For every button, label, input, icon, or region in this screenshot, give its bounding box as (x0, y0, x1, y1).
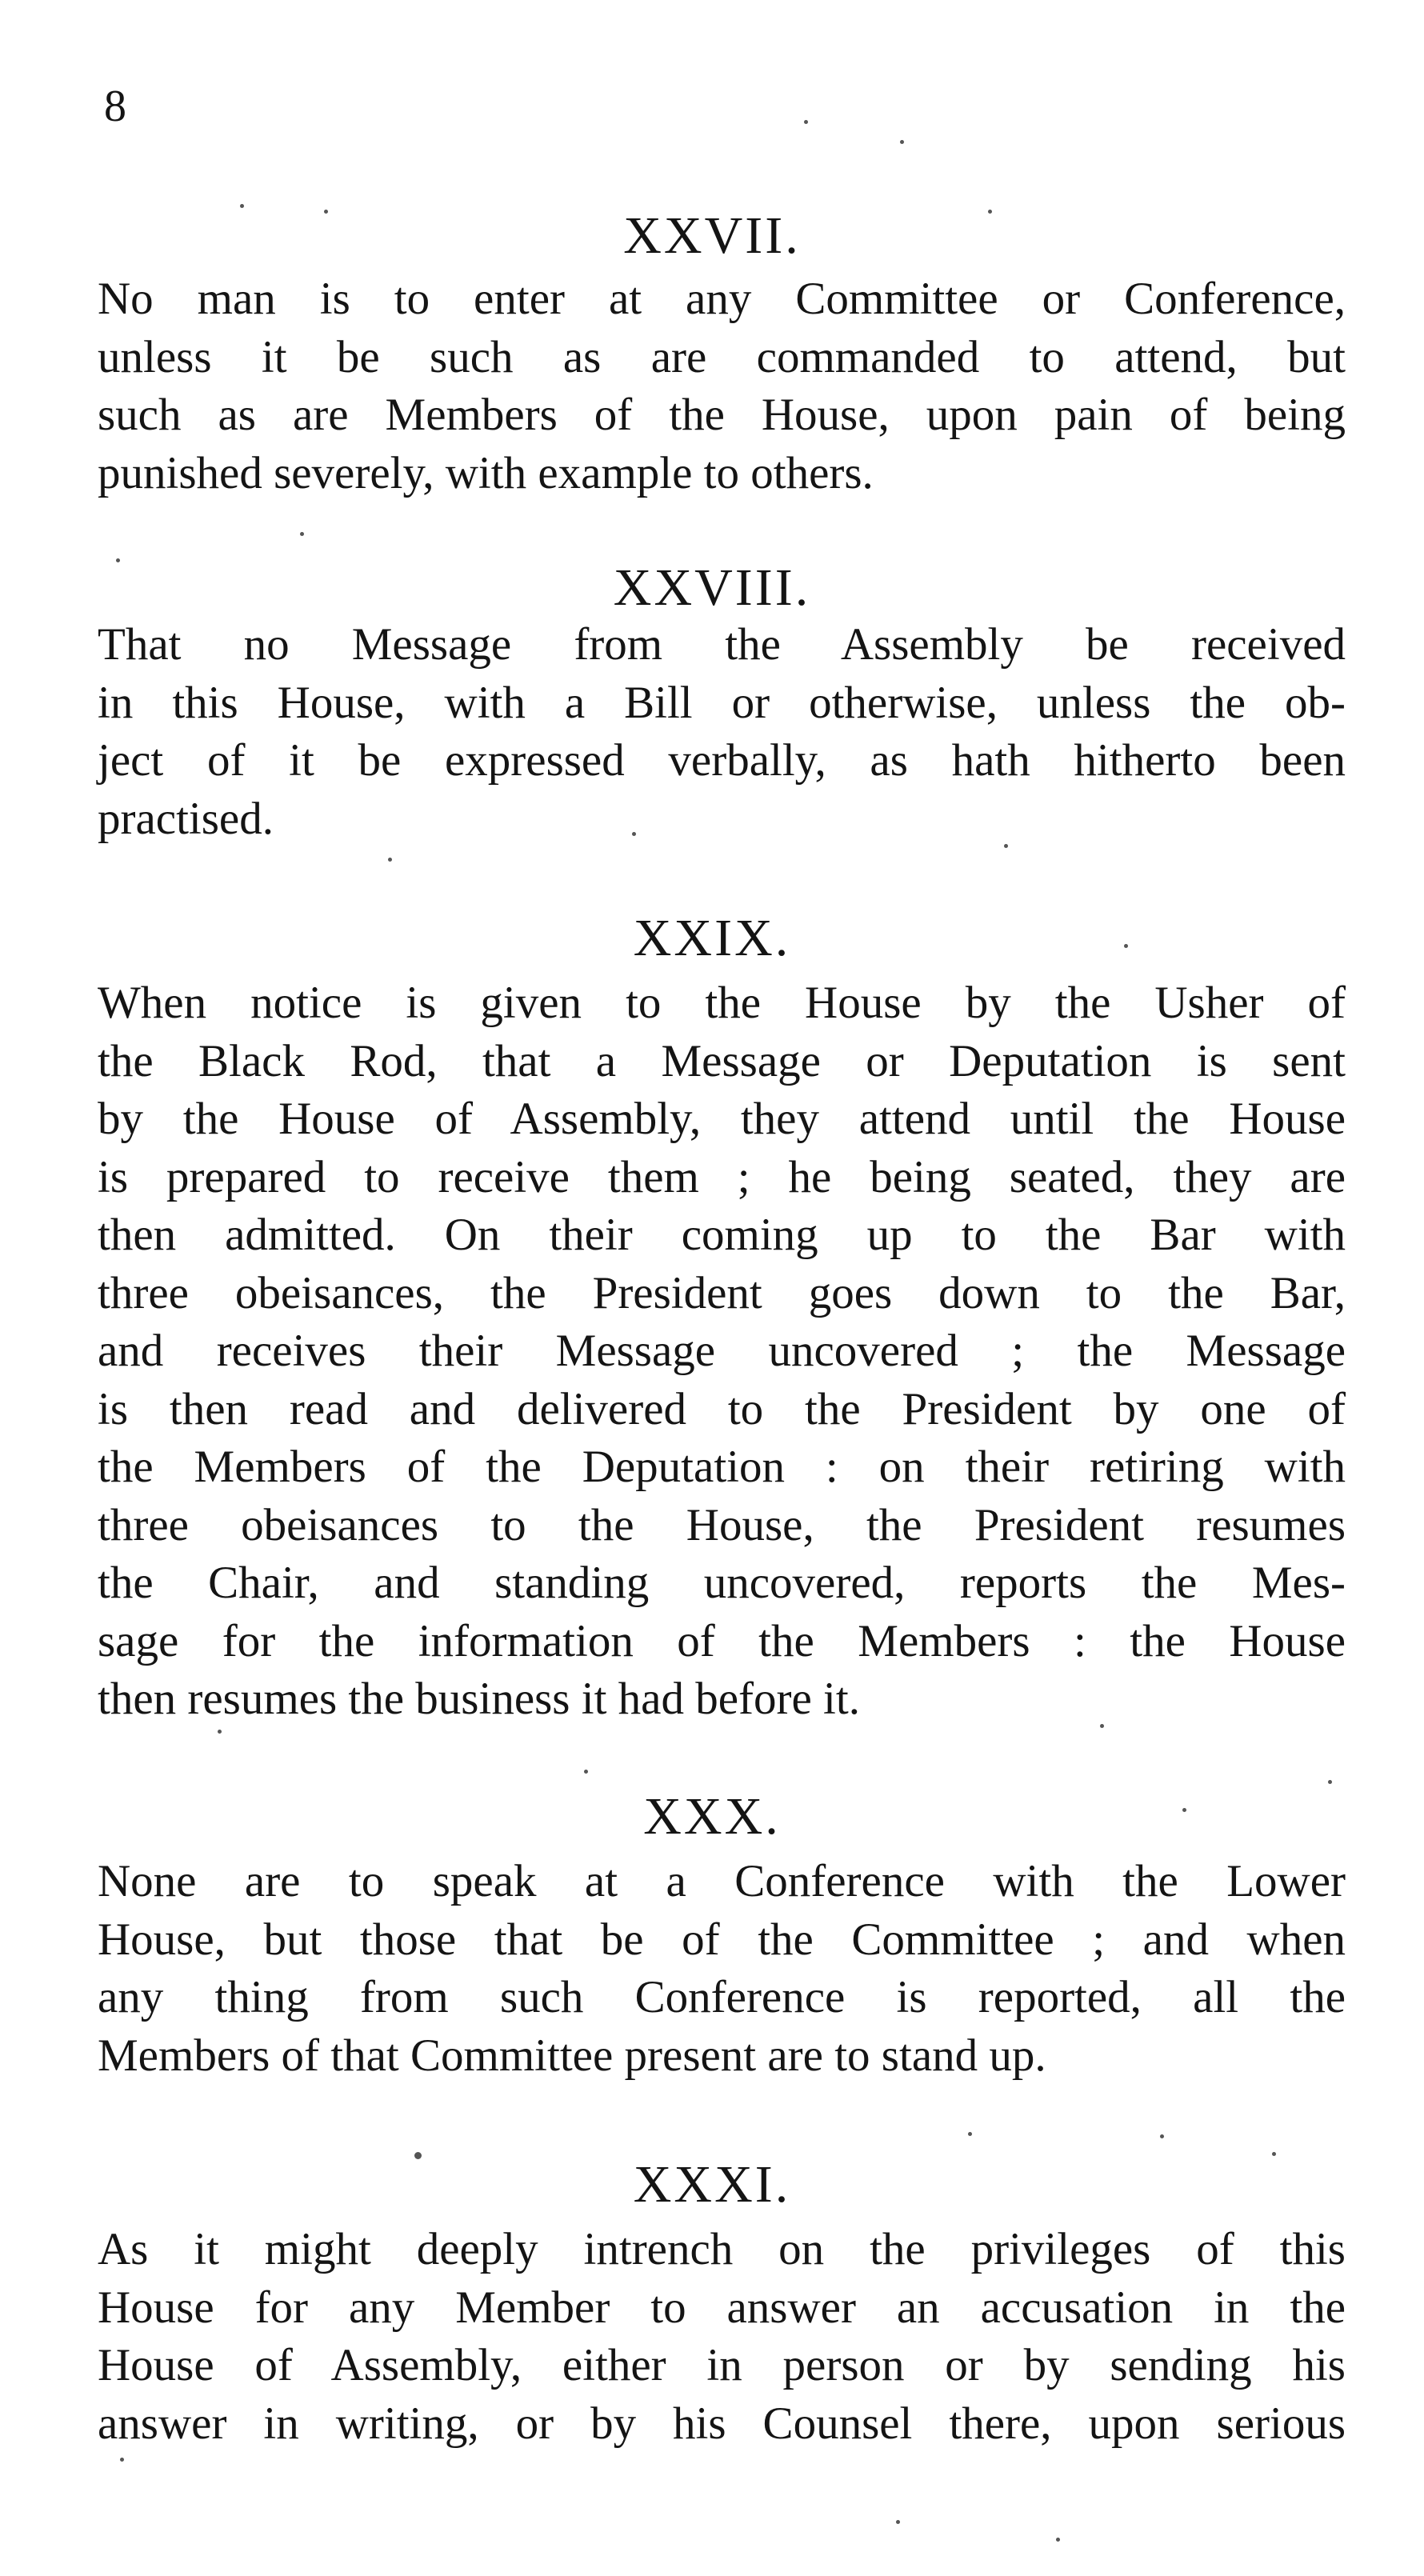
text-line: three obeisances, the President goes down to the Bar, (98, 1267, 1346, 1318)
text-line: practised. (98, 793, 274, 844)
text-line: then resumes the business it had before it. (98, 1674, 860, 1724)
text-line: None are to speak at a Conference with the Lower (98, 1856, 1346, 1906)
text-line: and receives their Message uncovered ; the Message (98, 1326, 1346, 1376)
text-line: three obeisances to the House, the President resumes (98, 1499, 1346, 1550)
text-line: No man is to enter at any Committee or Conference, (98, 274, 1346, 324)
article-body-xxxi (98, 2221, 1346, 2453)
text-line: House of Assembly, either in person or by sending his (98, 2340, 1346, 2390)
text-line: Members of that Committee present are to stand up. (98, 2030, 1046, 2081)
text-line: ject of it be expressed verbally, as hath hitherto been (98, 735, 1346, 786)
text-line: is then read and delivered to the President by one of (98, 1383, 1346, 1434)
text-line: As it might deeply intrench on the privileges of this (98, 2224, 1346, 2274)
text-line: House, but those that be of the Committee ; and when (98, 1914, 1346, 1965)
article-heading-xxix: XXIX. (633, 909, 791, 967)
text-line: is prepared to receive them ; he being seated, they are (98, 1151, 1346, 1202)
text-line: answer in writing, or by his Counsel there, upon serious (98, 2398, 1346, 2449)
article-heading-xxvii: XXVII. (623, 206, 801, 265)
text-line: the Members of the Deputation : on their retiring with (98, 1442, 1346, 1492)
article-body-xxx (98, 1853, 1346, 2085)
article-heading-xxviii: XXVIII. (613, 558, 811, 617)
article-heading-xxx: XXX. (643, 1787, 781, 1846)
text-line: the Black Rod, that a Message or Deputation is sent (98, 1035, 1346, 1086)
text-line: then admitted. On their coming up to the Bar with (98, 1210, 1346, 1260)
article-body-xxviii (98, 616, 1346, 848)
article-body-xxvii (98, 270, 1346, 502)
text-line: House for any Member to answer an accusation in the (98, 2282, 1346, 2333)
text-line: When notice is given to the House by the Usher of (98, 978, 1346, 1028)
text-line: unless it be such as are commanded to attend, but (98, 331, 1346, 382)
text-line: punished severely, with example to others. (98, 447, 874, 498)
article-body-xxix (98, 974, 1346, 1729)
text-line: by the House of Assembly, they attend until the House (98, 1094, 1346, 1144)
text-line: such as are Members of the House, upon pain of being (98, 390, 1346, 440)
text-line: That no Message from the Assembly be received (98, 619, 1346, 670)
text-line: in this House, with a Bill or otherwise, unless the ob- (98, 677, 1346, 728)
page-number: 8 (104, 82, 126, 131)
article-heading-xxxi: XXXI. (633, 2155, 791, 2214)
text-line: any thing from such Conference is reported, all the (98, 1972, 1346, 2022)
text-line: sage for the information of the Members : the House (98, 1615, 1346, 1666)
text-line: the Chair, and standing uncovered, reports the Mes- (98, 1558, 1346, 1608)
